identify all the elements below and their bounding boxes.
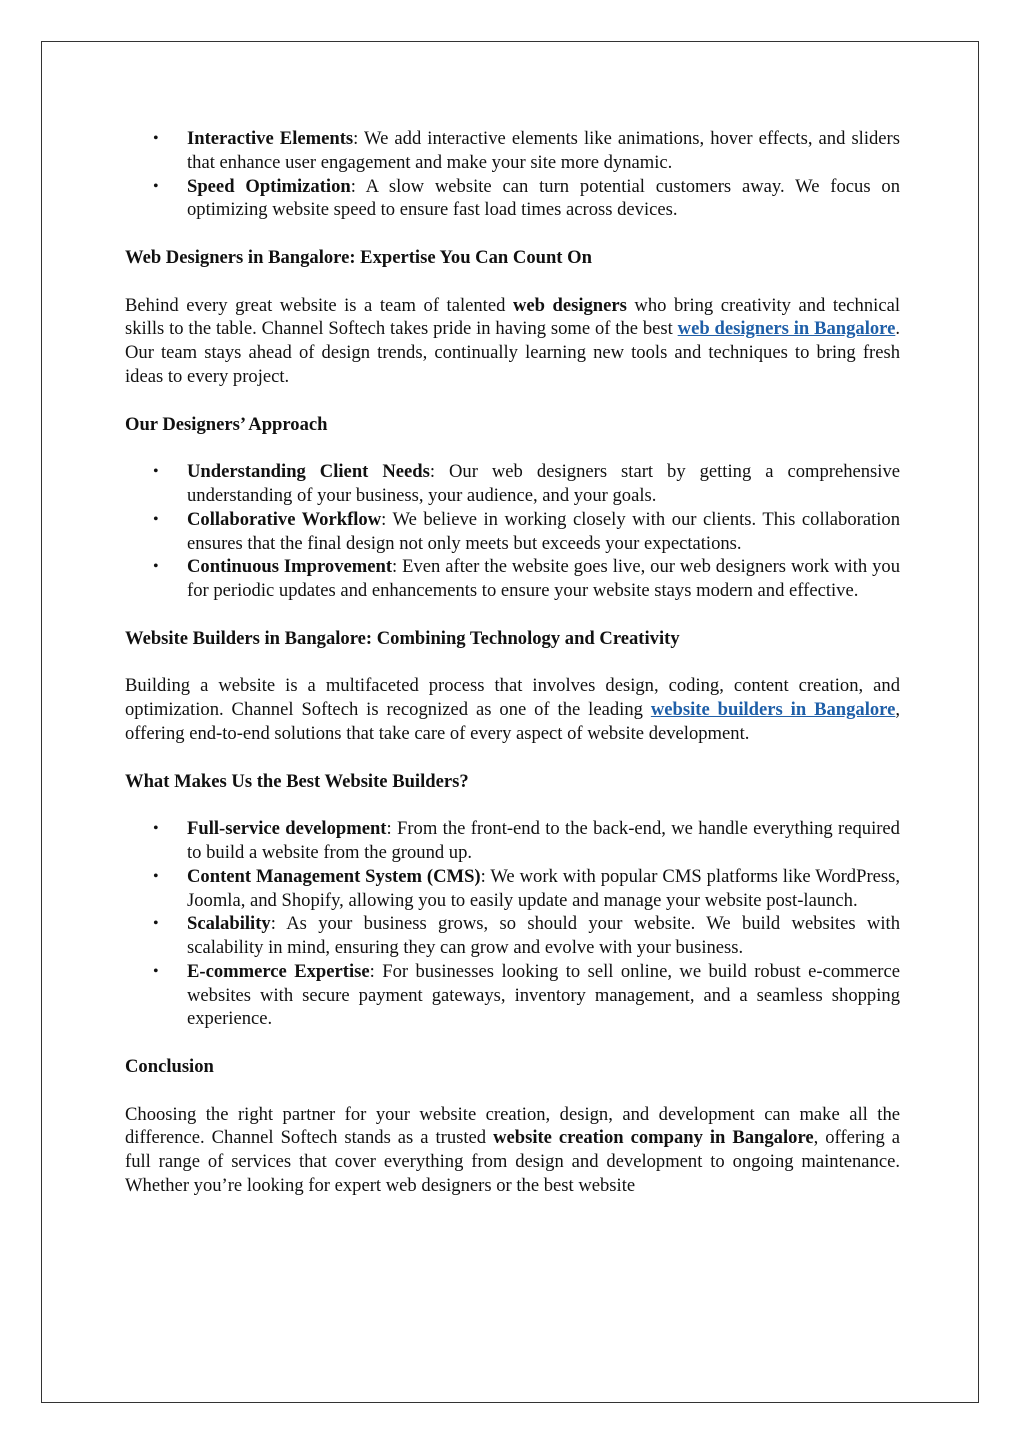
list-item [125, 508, 900, 556]
item-title: Understanding Client Needs [187, 461, 430, 483]
item-text: : For businesses looking to sell online, we build robust e-commerce websites with secure payment gateways, inventory management, and a seamless shopping experience. [187, 960, 901, 1030]
text: who bring creativity and technical skills to the table. Channel Softech takes pride in having some of the best [125, 294, 900, 340]
bold-text: web designers [512, 294, 627, 316]
bullet-icon: • [153, 962, 159, 980]
section-heading: Web Designers in Bangalore: Expertise You Can Count On [125, 246, 592, 268]
list-item [125, 460, 900, 508]
text: Choosing the right partner for your website creation, design, and development can make all the difference. Channel Softech stands as a trusted [125, 1103, 900, 1149]
item-title: Speed Optimization [187, 175, 351, 197]
bullet-icon: • [153, 558, 159, 576]
list-item [125, 127, 900, 175]
list-item [125, 175, 900, 223]
text: Building a website is a multifaceted process that involves design, coding, content creation, and optimization. Channel Softech is recognized as one of the leading [125, 675, 900, 721]
text: . Our team stays ahead of design trends, continually learning new tools and techniques to bring fresh ideas to every project. [125, 318, 900, 387]
item-title: Content Management System (CMS) [187, 865, 481, 887]
text: , offering end-to-end solutions that take care of every aspect of website development. [125, 699, 901, 744]
bullet-icon: • [153, 867, 159, 885]
item-text: : Our web designers start by getting a comprehensive understanding of your business, your audience, and your goals. [187, 461, 900, 506]
item-text: : We work with popular CMS platforms like WordPress, Joomla, and Shopify, allowing you to easily update and manage your website post-launch. [187, 865, 901, 911]
item-text: : A slow website can turn potential customers away. We focus on optimizing website speed to ensure fast load times across devices. [187, 175, 900, 221]
bullet-icon: • [153, 510, 159, 528]
item-title: Scalability [187, 913, 271, 935]
section-heading: Website Builders in Bangalore: Combining Technology and Creativity [125, 627, 680, 649]
item-title: E-commerce Expertise [187, 960, 370, 982]
website-builders-link[interactable]: website builders in Bangalore [650, 699, 896, 721]
bold-text: website creation company in Bangalore [493, 1127, 814, 1149]
text: , offering a full range of services that cover everything from design and development to ongoing maintenance. Whether you’re looking for expert web designers or the best website [125, 1127, 901, 1197]
bullet-icon: • [153, 915, 159, 933]
paragraph [125, 674, 900, 745]
item-title: Full-service development [187, 818, 387, 840]
item-text: : As your business grows, so should your website. We build websites with scalability in mind, ensuring they can grow and evolve with your business. [187, 913, 900, 959]
item-title: Continuous Improvement [187, 556, 393, 578]
list-item [125, 865, 900, 913]
text: Behind every great website is a team of talented [125, 294, 513, 316]
page-content [125, 127, 900, 1198]
item-text: : Even after the website goes live, our web designers work with you for periodic updates and enhancements to ensure your website stays modern and effective. [187, 556, 901, 602]
paragraph [125, 1103, 900, 1198]
bullet-icon: • [153, 130, 159, 147]
web-designers-link[interactable]: web designers in Bangalore [677, 318, 896, 340]
item-title: Collaborative Workflow [187, 508, 382, 530]
list-item [125, 960, 900, 1031]
document-page [41, 41, 979, 1403]
approach-list [125, 460, 900, 603]
builders-list [125, 817, 900, 1031]
section-heading: What Makes Us the Best Website Builders? [125, 770, 469, 792]
bullet-icon: • [153, 820, 159, 838]
list-item [125, 555, 900, 603]
item-text: : From the front-end to the back-end, we handle everything required to build a website from the ground up. [187, 818, 900, 863]
paragraph [125, 294, 900, 389]
bullet-icon: • [153, 463, 159, 481]
feature-list-top [125, 127, 900, 222]
item-text: : We add interactive elements like animations, hover effects, and sliders that enhance user engagement and make your site more dynamic. [187, 128, 900, 173]
item-text: : We believe in working closely with our clients. This collaboration ensures that the final design not only meets but exceeds your expectations. [187, 508, 900, 554]
section-heading: Conclusion [125, 1056, 214, 1078]
bullet-icon: • [153, 177, 159, 195]
item-title: Interactive Elements [187, 128, 354, 149]
list-item [125, 817, 900, 865]
list-item [125, 912, 900, 960]
section-heading: Our Designers’ Approach [125, 413, 328, 435]
